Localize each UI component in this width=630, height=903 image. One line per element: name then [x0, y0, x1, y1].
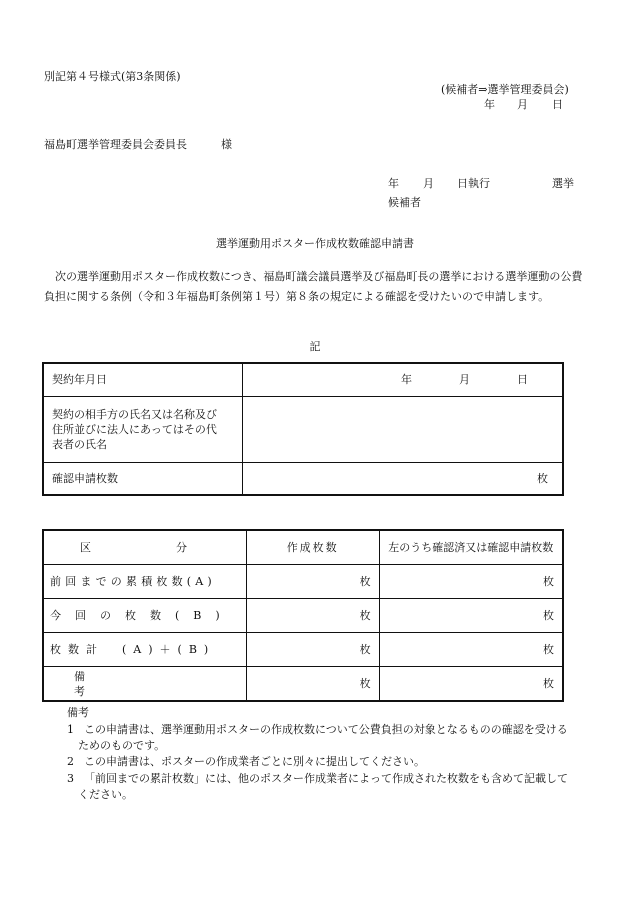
note-3-num: 3	[67, 772, 74, 785]
addressee-suffix: 様	[221, 138, 232, 151]
contract-party-value[interactable]	[243, 396, 564, 462]
contract-party-row	[43, 396, 563, 462]
form-number: 別記第４号様式(第3条関係)	[44, 70, 181, 83]
contract-party-label	[43, 396, 243, 462]
party-label-line2: 住所並びに法人にあってはその代	[52, 422, 217, 436]
unit: 枚	[543, 575, 554, 588]
header-confirmed: 左のうち確認済又は確認申請枚数	[379, 530, 563, 565]
contract-date-value[interactable]	[243, 363, 564, 396]
date-year: 年	[484, 98, 495, 111]
unit: 枚	[359, 609, 371, 622]
addressee: 福島町選挙管理委員会委員長	[44, 138, 187, 151]
contract-month: 月	[459, 373, 470, 387]
count-table-header	[43, 530, 563, 565]
note-1-line1: この申請書は、選挙運動用ポスターの作成枚数について公費負担の対象となるものの確認を受ける	[84, 723, 568, 736]
contract-year: 年	[401, 373, 412, 387]
date-month: 月	[517, 98, 528, 111]
contract-date-label: 契約年月日	[43, 363, 243, 396]
row-label-this-time: 今回の枚数(B)	[43, 599, 246, 633]
contract-table	[42, 362, 564, 496]
note-2-num: 2	[67, 755, 74, 768]
count-table	[42, 529, 564, 702]
row-label-cumulative: 前回までの累積枚数(A)	[43, 565, 246, 599]
unit: 枚	[359, 575, 371, 588]
unit: 枚	[543, 609, 554, 622]
note-3-line2: ください。	[78, 788, 133, 801]
routing-note: (候補者⇒選挙管理委員会)	[441, 83, 569, 96]
party-label-line1: 契約の相手方の氏名又は名称及び	[52, 407, 217, 421]
document-title: 選挙運動用ポスター作成枚数確認申請書	[216, 237, 414, 250]
row-label-remarks: 備考	[43, 667, 246, 702]
contract-day: 日	[517, 373, 528, 387]
row-total-created[interactable]	[246, 633, 379, 667]
election-year: 年	[388, 177, 399, 190]
date-day: 日	[552, 98, 563, 111]
row-cumulative-confirmed[interactable]	[379, 565, 563, 599]
note-1-num: 1	[67, 723, 74, 736]
unit: 枚	[359, 677, 371, 690]
ki-mark: 記	[309, 340, 321, 353]
note-2-line1: この申請書は、ポスターの作成業者ごとに別々に提出してください。	[84, 755, 425, 768]
row-cumulative-created[interactable]	[246, 565, 379, 599]
row-label-total: 枚数計 (A)＋(B)	[43, 633, 246, 667]
unit: 枚	[543, 677, 554, 690]
header-kubun-2: 分	[176, 541, 187, 554]
row-this-time-confirmed[interactable]	[379, 599, 563, 633]
candidate-label: 候補者	[388, 196, 421, 209]
contract-date-row	[43, 363, 563, 396]
unit: 枚	[359, 643, 371, 656]
election-month: 月	[423, 177, 434, 190]
party-label-line3: 表者の氏名	[52, 437, 107, 451]
unit: 枚	[543, 643, 554, 656]
note-1-line2: ためのものです。	[78, 739, 166, 752]
row-remarks-created[interactable]	[246, 667, 379, 702]
notes-heading: 備考	[67, 706, 89, 719]
row-remarks-confirmed[interactable]	[379, 667, 563, 702]
table-row	[43, 565, 563, 599]
body-paragraph: 次の選挙運動用ポスター作成枚数につき、福島町議会議員選挙及び福島町長の選挙における選挙運動の公費負担に関する条例（令和３年福島町条例第１号）第８条の規定による確認を受けたいので申請します。	[44, 270, 583, 303]
header-kubun	[43, 530, 246, 565]
election-day-exec: 日執行	[457, 177, 490, 190]
note-3-line1: 「前回までの累計枚数」には、他のポスター作成業者によって作成された枚数をも含めて記載して	[84, 772, 568, 785]
table-row	[43, 633, 563, 667]
header-kubun-1: 区	[80, 541, 91, 554]
table-row	[43, 667, 563, 702]
row-this-time-created[interactable]	[246, 599, 379, 633]
confirm-count-unit: 枚	[537, 471, 548, 485]
confirm-count-label: 確認申請枚数	[43, 462, 243, 495]
header-created: 作成枚数	[246, 530, 379, 565]
election-type: 選挙	[552, 177, 574, 190]
table-row	[43, 599, 563, 633]
confirm-count-value[interactable]	[243, 462, 564, 495]
row-total-confirmed[interactable]	[379, 633, 563, 667]
confirm-count-row	[43, 462, 563, 495]
